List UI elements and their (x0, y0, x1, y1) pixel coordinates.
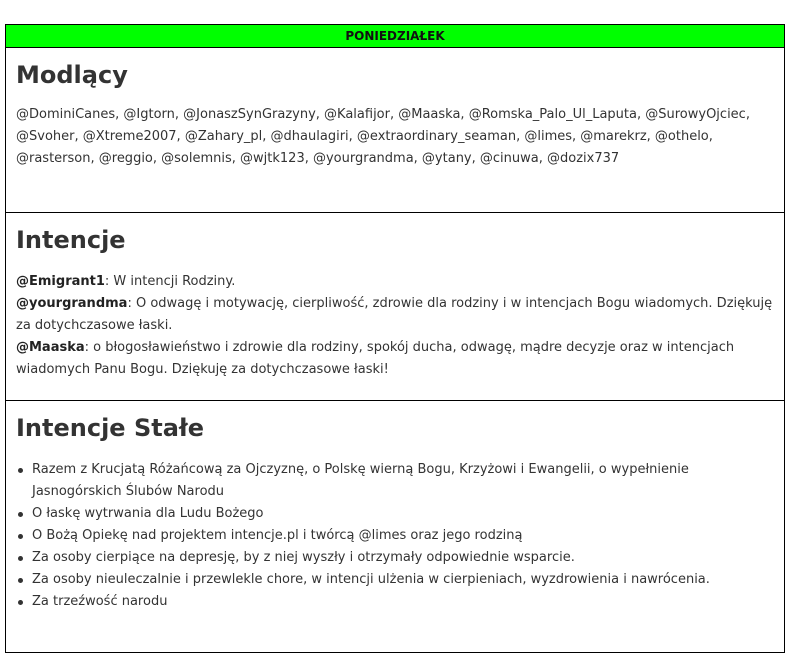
standing-intentions-list (16, 459, 774, 613)
section-intencje (6, 213, 784, 401)
day-header: PONIEDZIAŁEK (6, 25, 784, 48)
day-panel (5, 24, 785, 653)
intention-user[interactable]: @yourgrandma (16, 296, 128, 311)
list-item: Za osoby nieuleczalnie i przewlekle chore, w intencji ulżenia w cierpieniach, wyzdrowienia i nawrócenia. (16, 569, 774, 591)
section-intencje-stale (6, 401, 784, 613)
intention-text: : W intencji Rodziny. (104, 274, 236, 289)
intention-entry (16, 337, 774, 381)
list-item: Razem z Krucjatą Różańcową za Ojczyznę, o Polskę wierną Bogu, Krzyżowi i Ewangelii, o wypełnienie Jasnogórskich Ślubów Narodu (16, 459, 774, 503)
section-title-intencje-stale: Intencje Stałe (16, 414, 205, 442)
list-item: Za osoby cierpiące na depresję, by z niej wyszły i otrzymały odpowiednie wsparcie. (16, 547, 774, 569)
list-item: O łaskę wytrwania dla Ludu Bożego (16, 503, 774, 525)
intention-entry (16, 293, 774, 337)
section-title-modlacy: Modlący (16, 61, 128, 89)
section-title-intencje: Intencje (16, 226, 126, 254)
intention-text: : o błogosławieństwo i zdrowie dla rodziny, spokój ducha, odwagę, mądre decyzje oraz w intencjach wiadomych Panu Bogu. Dziękuję za dotychczasowe łaski! (16, 340, 735, 377)
intention-user[interactable]: @Emigrant1 (16, 274, 105, 289)
intention-user[interactable]: @Maaska (16, 340, 85, 355)
section-modlacy (6, 48, 784, 213)
intention-entry (16, 271, 774, 293)
praying-users-list: @DominiCanes, @Igtorn, @JonaszSynGrazyny, @Kalafijor, @Maaska, @Romska_Palo_Ul_Laputa, @SurowyOjciec, @Svoher, @Xtreme2007, @Zahary_pl, @dhaulagiri, @extraordinary_seaman, @limes, @marekrz, @othelo, @rasterson, @reggio, @solemnis, @wjtk123, @yourgrandma, @ytany, @cinuwa, @dozix737 (16, 107, 750, 166)
list-item: O Bożą Opiekę nad projektem intencje.pl i twórcą @limes oraz jego rodziną (16, 525, 774, 547)
intention-text: : O odwagę i motywację, cierpliwość, zdrowie dla rodziny i w intencjach Bogu wiadomych. Dziękuję za dotychczasowe łaski. (16, 296, 773, 333)
list-item: Za trzeźwość narodu (16, 591, 774, 613)
